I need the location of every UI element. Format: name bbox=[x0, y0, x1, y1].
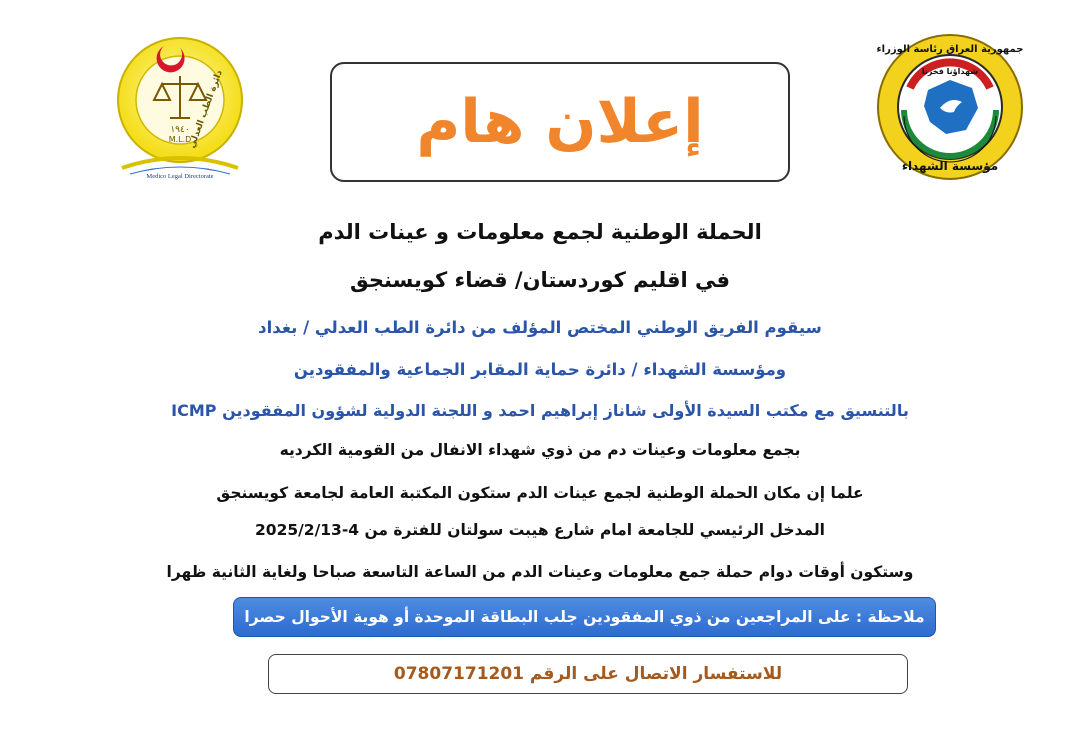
logo-top-text: جمهورية العراق رئاسة الوزراء bbox=[876, 44, 1024, 55]
logo-bottom-text: مؤسسة الشهداء bbox=[901, 159, 999, 173]
logo-motto: شهداؤنا فخرنا bbox=[921, 67, 979, 76]
body-line-2: علما إن مكان الحملة الوطنية لجمع عينات الدم ستكون المكتبة العامة لجامعة كويسنجق bbox=[216, 484, 864, 502]
contact-box bbox=[268, 654, 908, 694]
logo-year: ١٩٤٠ bbox=[170, 125, 190, 135]
headline-line-1: الحملة الوطنية لجمع معلومات و عينات الدم bbox=[318, 220, 762, 244]
announcement-title: إعلان هام bbox=[416, 87, 704, 157]
body-line-1: بجمع معلومات وعينات دم من ذوي شهداء الانفال من القومية الكرديه bbox=[279, 441, 801, 459]
medico-legal-directorate-logo bbox=[100, 28, 260, 188]
body-line-3: المدخل الرئيسي للجامعة امام شارع هيبت سولتان للفترة من 4-2025/2/13 bbox=[255, 521, 825, 539]
foundation-line: ومؤسسة الشهداء / دائرة حماية المقابر الجماعية والمفقودين bbox=[293, 360, 787, 379]
logo-arabic-caption: دائرة الطب العدلي bbox=[187, 68, 225, 150]
logo-english-caption: Medico Legal Directorate bbox=[146, 173, 214, 180]
note-text: ملاحظة : على المراجعين من ذوي المفقودين جلب البطاقة الموحدة أو هوية الأحوال حصرا bbox=[244, 608, 925, 626]
contact-text: للاستفسار الاتصال على الرقم 07807171201 bbox=[393, 664, 783, 684]
martyrs-foundation-logo bbox=[870, 30, 1030, 185]
body-line-4: وستكون أوقات دوام حملة جمع معلومات وعينات الدم من الساعة التاسعة صباحا ولغاية الثانية ظهرا bbox=[166, 563, 914, 581]
note-banner bbox=[233, 597, 936, 637]
announcement-title-box bbox=[330, 62, 790, 182]
team-line: سيقوم الفريق الوطني المختص المؤلف من دائرة الطب العدلي / بغداد bbox=[258, 318, 822, 337]
headline-line-2: في اقليم كوردستان/ قضاء كويسنجق bbox=[349, 268, 731, 292]
logo-mark: M.L.D bbox=[168, 135, 192, 144]
coordination-line: بالتنسيق مع مكتب السيدة الأولى شاناز إبراهيم احمد و اللجنة الدولية لشؤون المفقودين ICMP bbox=[171, 401, 909, 420]
